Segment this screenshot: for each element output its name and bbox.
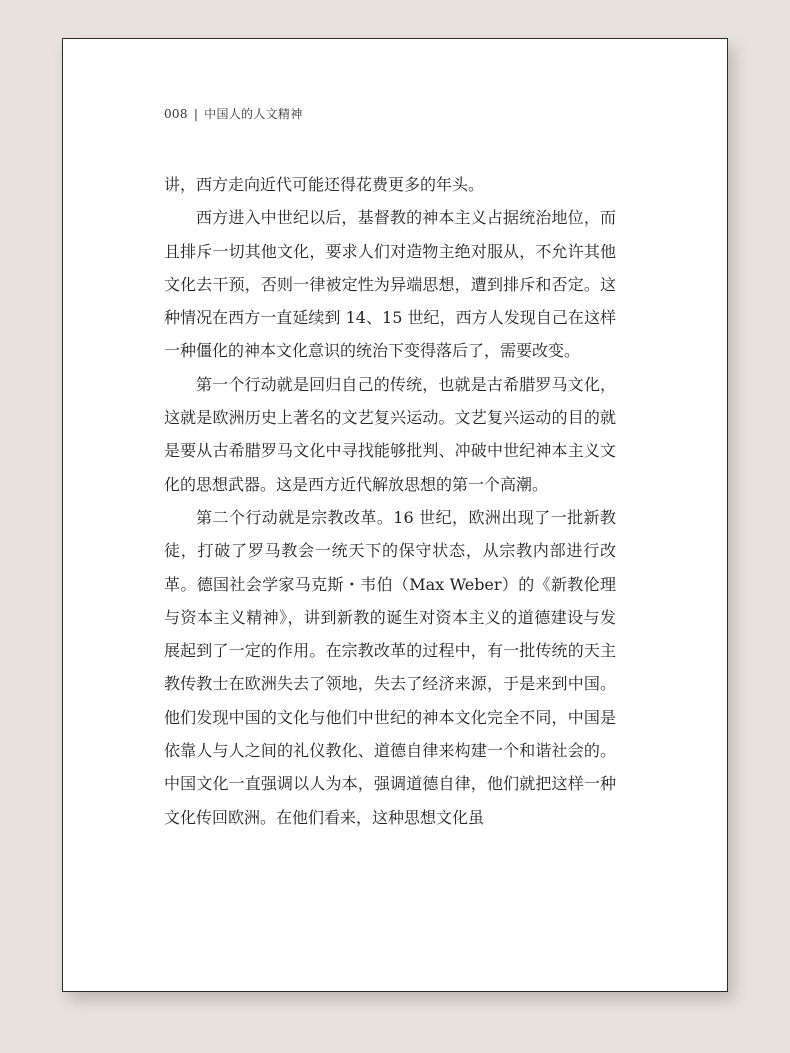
paragraph: 第二个行动就是宗教改革。16 世纪，欧洲出现了一批新教徒，打破了罗马教会一统天下的保守状态，从宗教内部进行改革。德国社会学家马克斯・韦伯（Max Weber）的《新教伦理与资本主义精神》，讲到新教的诞生对资本主义的道德建设与发展起到了一定的作用。在宗教改革的过程中，有一批传统的天主教传教士在欧洲失去了领地，失去了经济来源，于是来到中国。他们发现中国的文化与他们中世纪的神本文化完全不同，中国是依靠人与人之间的礼仪教化、道德自律来构建一个和谐社会的。中国文化一直强调以人为本，强调道德自律，他们就把这样一种文化传回欧洲。在他们看来，这种思想文化虽: [164, 507, 616, 827]
paragraph-continued: 讲，西方走向近代可能还得花费更多的年头。: [164, 175, 485, 194]
book-title: 中国人的人文精神: [204, 107, 303, 121]
running-header: [164, 105, 303, 122]
body-text: [164, 168, 616, 834]
paragraph: 西方进入中世纪以后，基督教的神本主义占据统治地位，而且排斥一切其他文化，要求人们对造物主绝对服从，不允许其他文化去干预，否则一律被定性为异端思想，遭到排斥和否定。这种情况在西方一直延续到 14、15 世纪，西方人发现自己在这样一种僵化的神本文化意识的统治下变得落后了，需要改变。: [164, 208, 616, 361]
paragraph: 第一个行动就是回归自己的传统，也就是古希腊罗马文化，这就是欧洲历史上著名的文艺复兴运动。文艺复兴运动的目的就是要从古希腊罗马文化中寻找能够批判、冲破中世纪神本主义文化的思想武器。这是西方近代解放思想的第一个高潮。: [164, 374, 616, 494]
book-page: [62, 38, 728, 992]
header-separator: |: [193, 107, 199, 121]
page-number: 008: [164, 107, 188, 121]
